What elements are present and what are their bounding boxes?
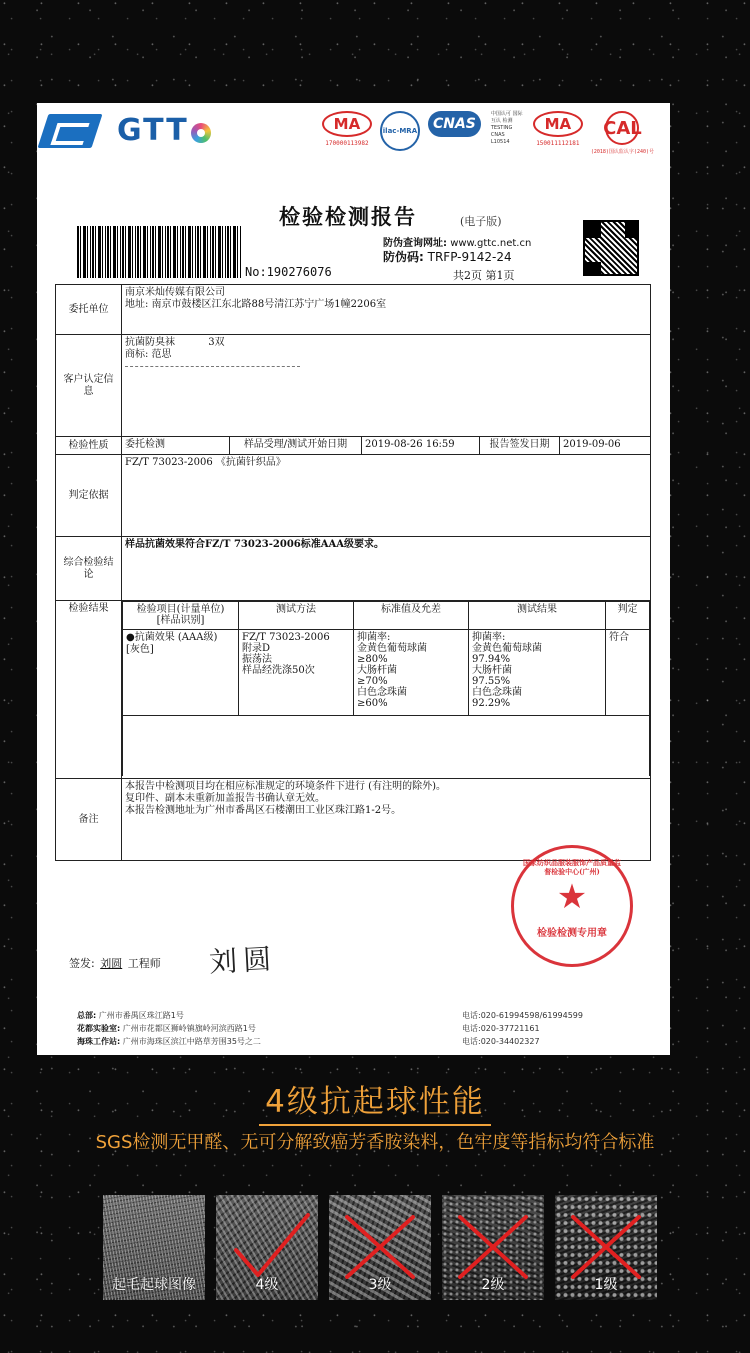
nature-value: 委托检测	[122, 437, 230, 455]
swatch-label: 4级	[255, 1277, 279, 1293]
result-line: 97.94%	[472, 654, 511, 665]
standard-line: 白色念珠菌	[357, 687, 407, 698]
cal-note: (2018)国认监认字(240)号	[590, 149, 654, 155]
conclusion-value: 样品抗菌效果符合FZ/T 73023-2006标准AAA级要求。	[122, 537, 651, 601]
result-sample: [灰色]	[126, 644, 154, 655]
trademark: 商标: 范思	[125, 349, 172, 360]
gtt-logo-text: GTT	[117, 113, 189, 148]
remarks-label: 备注	[56, 779, 122, 861]
report-subtitle: (电子版)	[460, 215, 502, 228]
seal-bottom-text: 检验检测专用章	[537, 927, 607, 939]
cnas-side-text: 中国认可 国际互认 检测 TESTING CNAS L10514	[490, 111, 523, 145]
basis-value: FZ/T 73023-2006 《抗菌针织品》	[122, 455, 651, 537]
swatch-grade-3	[329, 1195, 431, 1300]
result-line: 97.55%	[472, 676, 511, 687]
barcode-icon	[77, 226, 241, 278]
footer-phones	[462, 1009, 583, 1048]
result-line: 大肠杆菌	[472, 665, 512, 676]
cma-mark-left	[322, 111, 372, 147]
cma-mark-right	[533, 111, 583, 147]
swatch-grade-1	[555, 1195, 657, 1300]
sign-label: 签发:	[69, 957, 95, 970]
footer-addresses	[77, 1009, 261, 1048]
standard-line: 抑菌率:	[357, 632, 391, 643]
code-label: 防伪码:	[383, 250, 424, 264]
report-title: 检验检测报告	[279, 205, 417, 229]
pilling-grade-subtitle: SGS检测无甲醛、无可分解致癌芳香胺染料，色牢度等指标均符合标准	[95, 1132, 655, 1153]
cal-mark	[591, 111, 654, 155]
remark-line: 复印件、副本未重新加盖报告书确认章无效。	[125, 793, 325, 804]
results-header-judge: 判定	[606, 602, 650, 630]
results-header-method: 测试方法	[239, 602, 354, 630]
swatch-reference	[103, 1195, 205, 1300]
cma-number-left: 170000113982	[325, 140, 369, 147]
swatch-label: 1级	[594, 1277, 618, 1293]
received-value: 2019-08-26 16:59	[362, 437, 480, 455]
results-table	[122, 601, 650, 776]
result-item: ●抗菌效果 (AAA级)	[126, 632, 218, 643]
footer-phone: 电话:020-37721161	[462, 1024, 540, 1033]
customer-info-label: 客户认定信息	[56, 335, 122, 437]
remark-line: 本报告检测地址为广州市番禺区石楼潮田工业区珠江路1-2号。	[125, 805, 402, 816]
signer-title: 工程师	[127, 957, 161, 970]
issued-label: 报告签发日期	[480, 437, 560, 455]
footer-address: 广州市海珠区滨江中路草芳围35号之二	[122, 1037, 261, 1046]
result-line: 金黄色葡萄球菌	[472, 643, 542, 654]
issued-value: 2019-09-06	[560, 437, 651, 455]
ilac-mra-icon: ilac-MRA	[380, 111, 420, 151]
handwritten-signature: 刘圆	[208, 942, 278, 979]
results-header-standard: 标准值及允差	[354, 602, 469, 630]
client-label: 委托单位	[56, 285, 122, 335]
result-line: 92.29%	[472, 698, 511, 709]
check-url-label: 防伪查询网址:	[383, 238, 447, 249]
standard-line: 大肠杆菌	[357, 665, 397, 676]
received-label: 样品受理/测试开始日期	[230, 437, 362, 455]
pilling-grade-title	[0, 1076, 750, 1121]
client-address: 地址: 南京市鼓楼区江东北路88号清江苏宁广场1幢2206室	[125, 299, 387, 310]
dashed-divider	[125, 363, 300, 367]
results-label: 检验结果	[56, 601, 122, 779]
conclusion-label: 综合检验结论	[56, 537, 122, 601]
anti-fake-code-line	[383, 248, 512, 265]
report-table	[55, 284, 651, 861]
footer-phone: 电话:020-61994598/61994599	[462, 1011, 583, 1020]
remark-line: 本报告中检测项目均在相应标准规定的环境条件下进行 (有注明的除外)。	[125, 781, 446, 792]
check-url-line	[383, 234, 531, 249]
official-seal	[511, 845, 633, 967]
result-judge: 符合	[606, 630, 650, 716]
results-header-sample: [样品识别]	[156, 615, 205, 626]
signer-name: 刘圆	[100, 957, 123, 970]
cma-icon: MA	[533, 111, 583, 137]
client-name: 南京米灿传媒有限公司	[125, 287, 225, 298]
qr-code-icon	[583, 220, 639, 276]
swatch-label: 起毛起球图像	[112, 1277, 196, 1293]
footer-address: 广州市番禺区珠江路1号	[98, 1011, 184, 1020]
results-header-item: 检验项目(计量单位)	[136, 604, 225, 615]
standard-line: ≥80%	[357, 654, 388, 665]
cal-icon: CAL	[605, 111, 639, 145]
cnas-icon: CNAS	[428, 111, 481, 137]
gtt-logo	[43, 113, 211, 148]
standard-line: 金黄色葡萄球菌	[357, 643, 427, 654]
footer-label: 总部:	[77, 1011, 97, 1020]
product-qty: 3双	[208, 337, 225, 348]
method-line: 振荡法	[242, 654, 272, 665]
basis-label: 判定依据	[56, 455, 122, 537]
page-info: 共2页 第1页	[453, 269, 515, 282]
star-icon: ★	[556, 876, 588, 917]
product-name: 抗菌防臭袜	[125, 337, 175, 348]
results-header-result: 测试结果	[469, 602, 606, 630]
pilling-swatches	[103, 1195, 657, 1300]
swatch-label: 2级	[481, 1277, 505, 1293]
footer-label: 海珠工作站:	[77, 1037, 121, 1046]
check-url: www.gttc.net.cn	[450, 238, 532, 249]
swatch-label: 3级	[368, 1277, 392, 1293]
method-line: FZ/T 73023-2006	[242, 632, 330, 643]
footer-address: 广州市花都区狮岭镇旗岭河滨西路1号	[122, 1024, 256, 1033]
method-line: 附录D	[242, 643, 271, 654]
cma-icon: MA	[322, 111, 372, 137]
seal-ring-text: 国家纺织品服装服饰产品质量监督检验中心(广州)	[523, 858, 621, 876]
footer-phone: 电话:020-34402327	[462, 1037, 540, 1046]
cma-number-right: 150011112181	[536, 140, 580, 147]
report-number: No:190276076	[245, 265, 332, 279]
code-value: TRFP-9142-24	[427, 250, 512, 264]
standard-line: ≥70%	[357, 676, 388, 687]
gtt-color-wheel-icon	[191, 123, 211, 143]
footer-label: 花都实验室:	[77, 1024, 121, 1033]
standard-line: ≥60%	[357, 698, 388, 709]
certification-marks	[322, 111, 654, 155]
method-line: 样品经洗涤50次	[242, 665, 315, 676]
signer	[69, 955, 161, 971]
swatch-grade-4	[216, 1195, 318, 1300]
result-line: 抑菌率:	[472, 632, 506, 643]
swatch-grade-2	[442, 1195, 544, 1300]
nature-label: 检验性质	[56, 437, 122, 455]
report-document	[37, 103, 670, 1055]
pilling-grade-title-text: 4级抗起球性能	[259, 1084, 491, 1126]
gtt-logo-icon	[37, 114, 102, 148]
result-line: 白色念珠菌	[472, 687, 522, 698]
